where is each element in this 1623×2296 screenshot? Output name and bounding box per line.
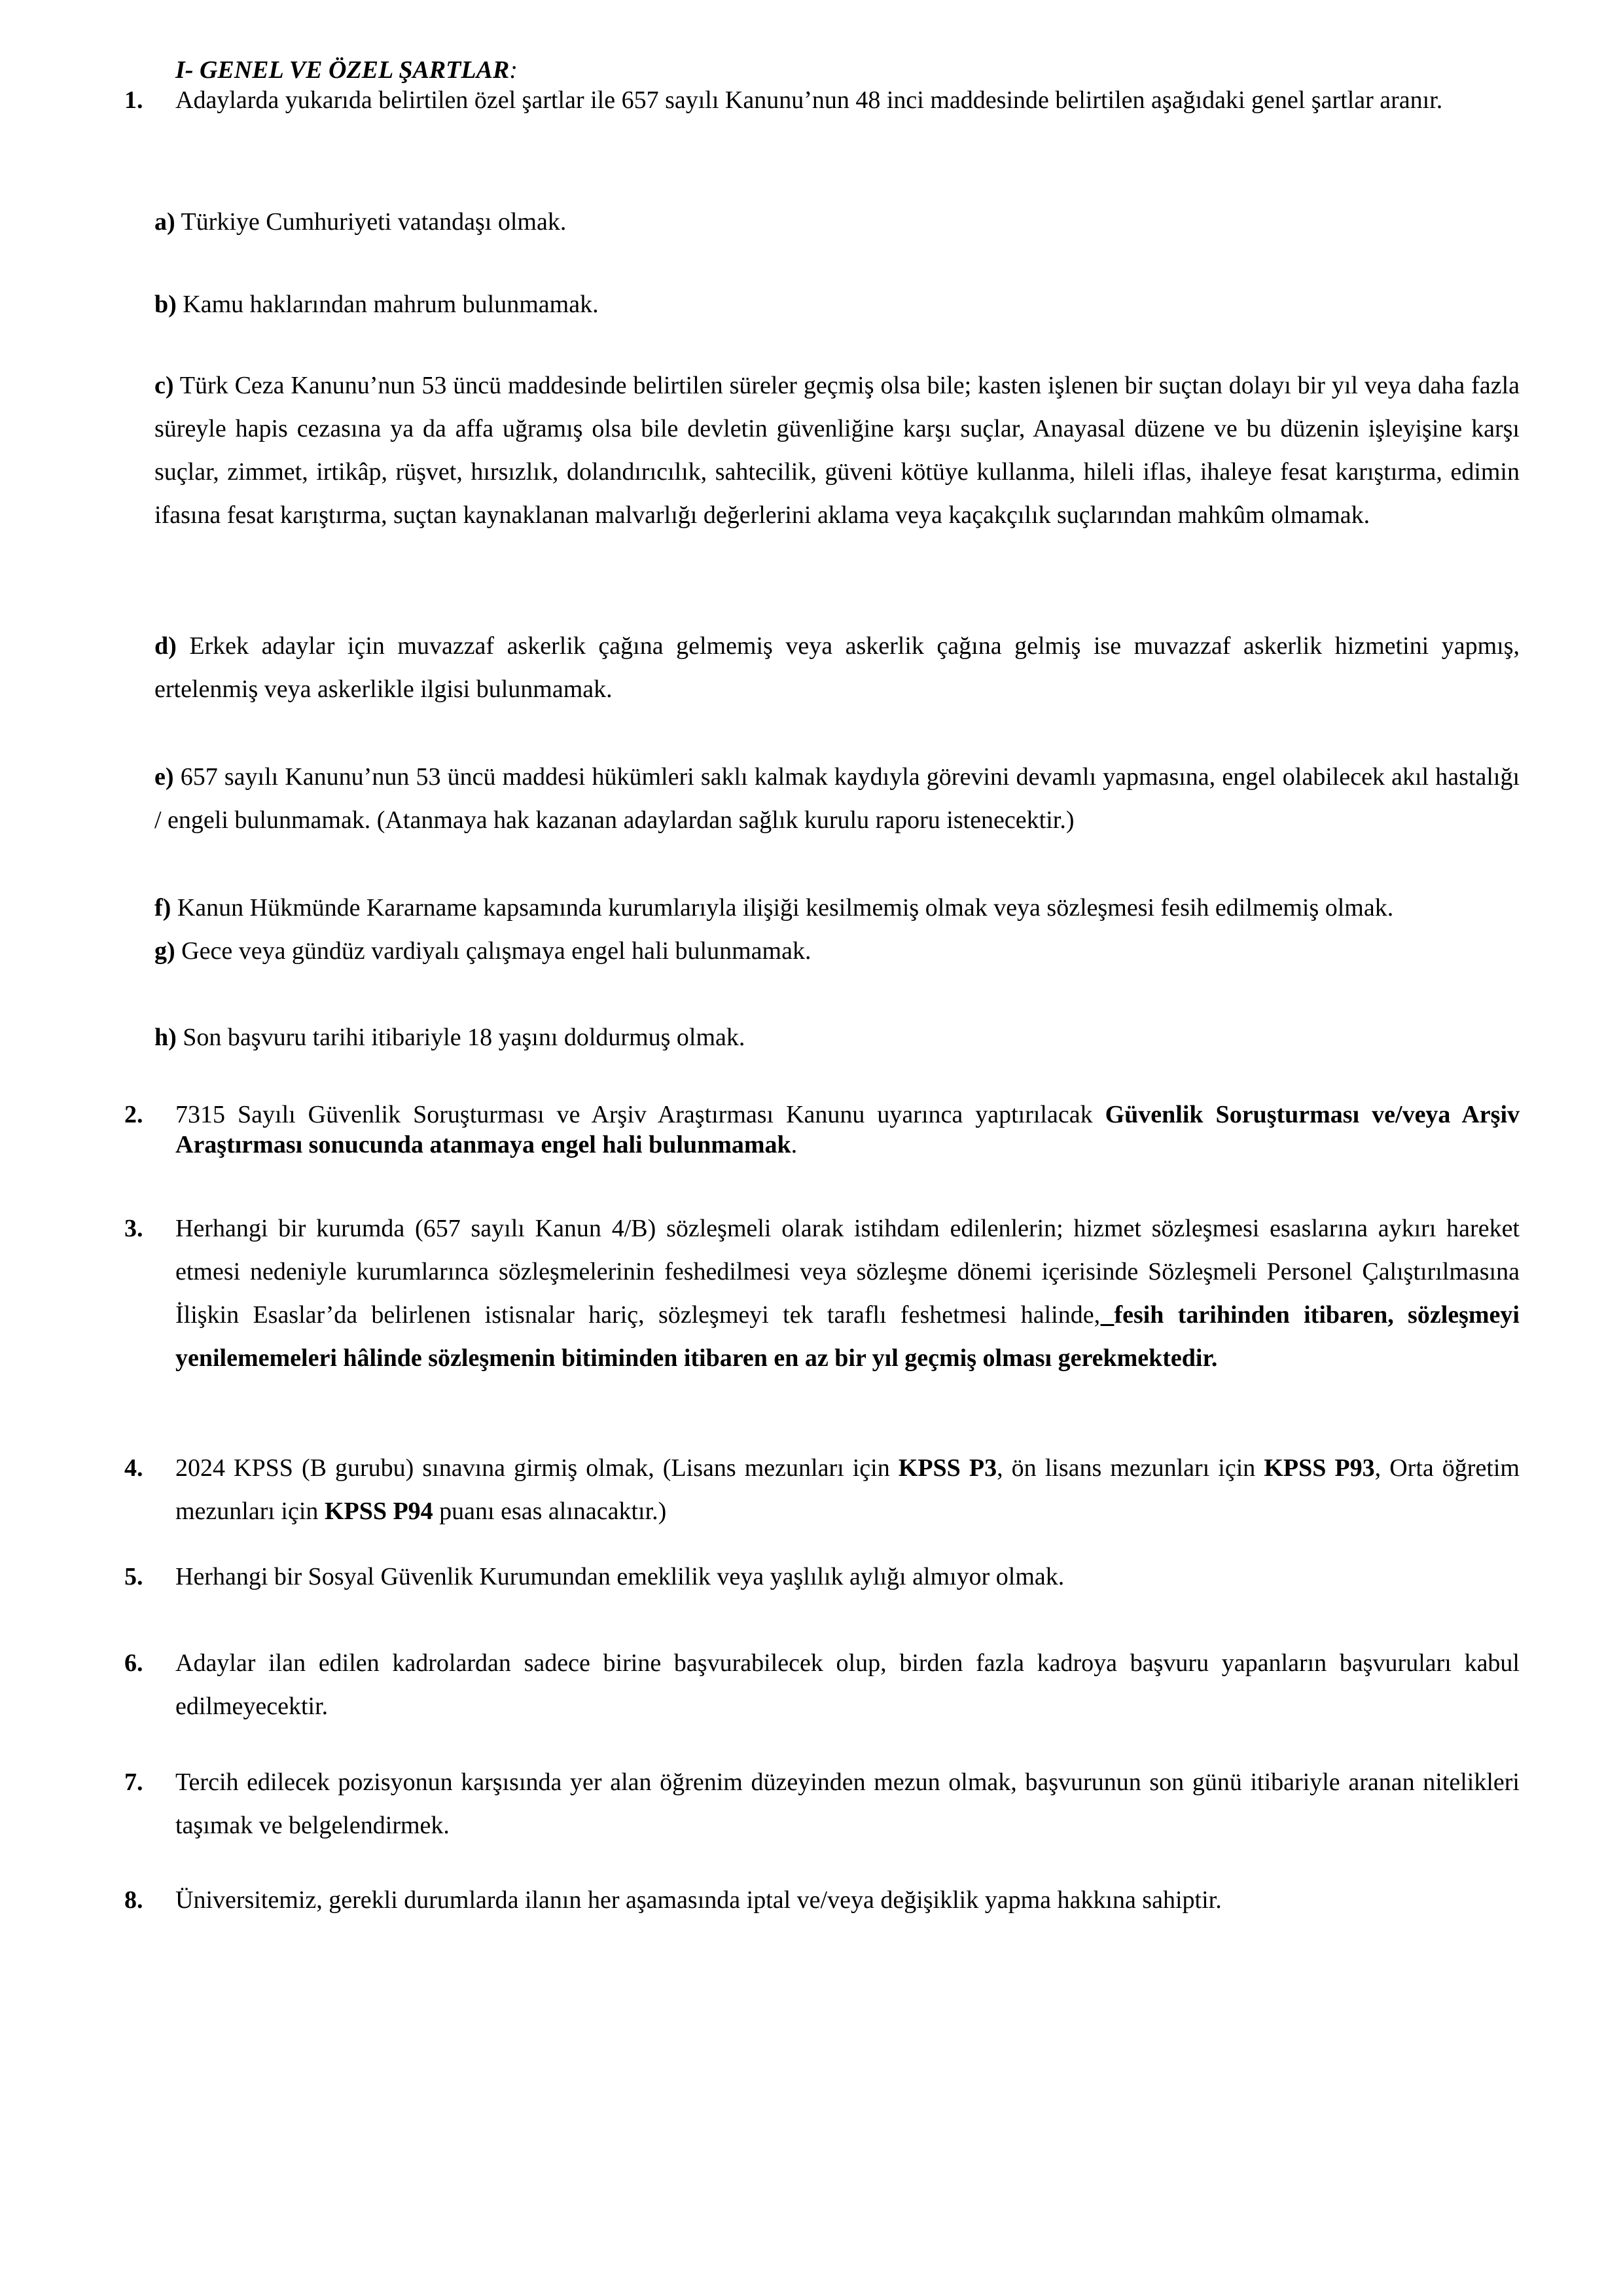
item-number-7: 7.: [124, 1768, 143, 1796]
item-4-kpss-p3: KPSS P3: [898, 1454, 997, 1482]
item-text-7: Tercih edilecek pozisyonun karşısında yer alan öğrenim düzeyinden mezun olmak, başvurunun son günü itibariyle aranan nitelikleri taşımak ve belgelendirmek.: [175, 1768, 1520, 1839]
item-number-3: 3.: [124, 1215, 143, 1242]
sub-item-text: Son başvuru tarihi itibariyle 18 yaşını doldurmuş olmak.: [176, 1024, 745, 1051]
section-heading-colon: :: [509, 56, 518, 84]
section-heading: [175, 55, 518, 85]
item-4-text-2: , ön lisans mezunları için: [997, 1454, 1264, 1482]
sub-item-b: [154, 283, 1520, 326]
item-3-underlined: ,: [1094, 1301, 1115, 1329]
sub-item-label: d): [154, 632, 177, 660]
sub-item-text: Gece veya gündüz vardiyalı çalışmaya engel hali bulunmamak.: [175, 937, 812, 965]
item-4-kpss-p94: KPSS P94: [324, 1498, 433, 1525]
sub-item-f: [154, 886, 1520, 929]
sub-item-e: [154, 755, 1520, 842]
item-2-text-end: .: [791, 1131, 798, 1158]
item-3-text: Herhangi bir kurumda (657 sayılı Kanun 4/B) sözleşmeli olarak istihdam edilenlerin; hizmet sözleşmesi esaslarına aykırı hareket etmesi nedeniyle kurumlarınca sözleşmelerinin feshedilmesi veya sözleşme dönemi içerisinde Sözleşmeli Personel Çalıştırılmasına İlişkin Esaslar’da belirlenen istisnalar hariç, sözleşmeyi tek taraflı feshetmesi halinde: [175, 1215, 1520, 1329]
item-text-2: [175, 1100, 1520, 1160]
section-heading-text: I- GENEL VE ÖZEL ŞARTLAR: [175, 56, 510, 84]
sub-item-text: Kamu haklarından mahrum bulunmamak.: [176, 291, 599, 318]
sub-item-label: h): [154, 1024, 177, 1051]
item-number-4: 4.: [124, 1454, 143, 1482]
item-3-bold-text: fesih tarihinden itibaren, sözleşmeyi yenilememeleri hâlinde sözleşmenin bitiminden itibaren en az bir yıl geçmiş olması gerekmektedir.: [175, 1301, 1520, 1372]
sub-item-text: Türkiye Cumhuriyeti vatandaşı olmak.: [175, 208, 567, 236]
sub-item-c: [154, 364, 1520, 537]
item-number-2: 2.: [124, 1101, 143, 1128]
sub-item-g: [154, 929, 1520, 973]
sub-item-label: c): [154, 372, 174, 399]
item-number-6: 6.: [124, 1649, 143, 1677]
sub-item-label: g): [154, 937, 175, 965]
item-number-1: 1.: [124, 86, 143, 114]
item-4-text-1: 2024 KPSS (B gurubu) sınavına girmiş olmak, (Lisans mezunları için: [175, 1454, 899, 1482]
sub-item-a: [154, 200, 1520, 243]
item-4-text-4: puanı esas alınacaktır.): [433, 1498, 667, 1525]
sub-item-d: [154, 624, 1520, 711]
item-text-1: Adaylarda yukarıda belirtilen özel şartlar ile 657 sayılı Kanunu’nun 48 inci maddesinde belirtilen aşağıdaki genel şartlar aranır.: [175, 86, 1443, 114]
item-number-5: 5.: [124, 1563, 143, 1590]
item-text-5: Herhangi bir Sosyal Güvenlik Kurumundan emeklilik veya yaşlılık aylığı almıyor olmak.: [175, 1563, 1065, 1590]
item-text-8: Üniversitemiz, gerekli durumlarda ilanın her aşamasında iptal ve/veya değişiklik yapma hakkına sahiptir.: [175, 1886, 1222, 1914]
sub-item-h: [154, 1016, 1520, 1059]
sub-item-text: 657 sayılı Kanunu’nun 53 üncü maddesi hükümleri saklı kalmak kaydıyla görevini devamlı yapmasına, engel olabilecek akıl hastalığı / engeli bulunmamak. (Atanmaya hak kazanan adaylardan sağlık kurulu raporu istenecektir.): [154, 763, 1520, 834]
item-text-3: [175, 1207, 1520, 1380]
sub-item-text: Türk Ceza Kanunu’nun 53 üncü maddesinde belirtilen süreler geçmiş olsa bile; kasten işlenen bir suçtan dolayı bir yıl veya daha fazla süreyle hapis cezasına ya da affa uğramış olsa bile devletin güvenliğine karşı suçlar, Anayasal düzene ve bu düzenin işleyişine karşı suçlar, zimmet, irtikâp, rüşvet, hırsızlık, dolandırıcılık, sahtecilik, güveni kötüye kullanma, hileli iflas, ihaleye fesat karıştırma, edimin ifasına fesat karıştırma, suçtan kaynaklanan malvarlığı değerlerini aklama veya kaçakçılık suçlarından mahkûm olmamak.: [154, 372, 1520, 529]
item-text-4: [175, 1446, 1520, 1533]
sub-item-label: f): [154, 894, 171, 922]
item-text-6: Adaylar ilan edilen kadrolardan sadece birine başvurabilecek olup, birden fazla kadroya başvuru yapanların başvuruları kabul edilmeyecektir.: [175, 1649, 1520, 1720]
sub-item-text: Erkek adaylar için muvazzaf askerlik çağına gelmemiş veya askerlik çağına gelmiş ise muvazzaf askerlik hizmetini yapmış, ertelenmiş veya askerlikle ilgisi bulunmamak.: [154, 632, 1520, 703]
sub-item-label: b): [154, 291, 177, 318]
item-4-kpss-p93: KPSS P93: [1264, 1454, 1375, 1482]
item-2-bold-text: Güvenlik Soruşturması ve/veya Arşiv Araştırması sonucunda atanmaya engel hali bulunmamak: [175, 1101, 1520, 1158]
sub-item-text: Kanun Hükmünde Kararname kapsamında kurumlarıyla ilişiği kesilmemiş olmak veya sözleşmesi fesih edilmemiş olmak.: [171, 894, 1394, 922]
item-number-8: 8.: [124, 1886, 143, 1914]
item-4-text-3: , Orta öğretim mezunları için: [175, 1454, 1520, 1525]
sub-item-label: e): [154, 763, 174, 791]
sub-item-label: a): [154, 208, 175, 236]
item-2-text: 7315 Sayılı Güvenlik Soruşturması ve Arşiv Araştırması Kanunu uyarınca yaptırılacak: [175, 1101, 1105, 1128]
